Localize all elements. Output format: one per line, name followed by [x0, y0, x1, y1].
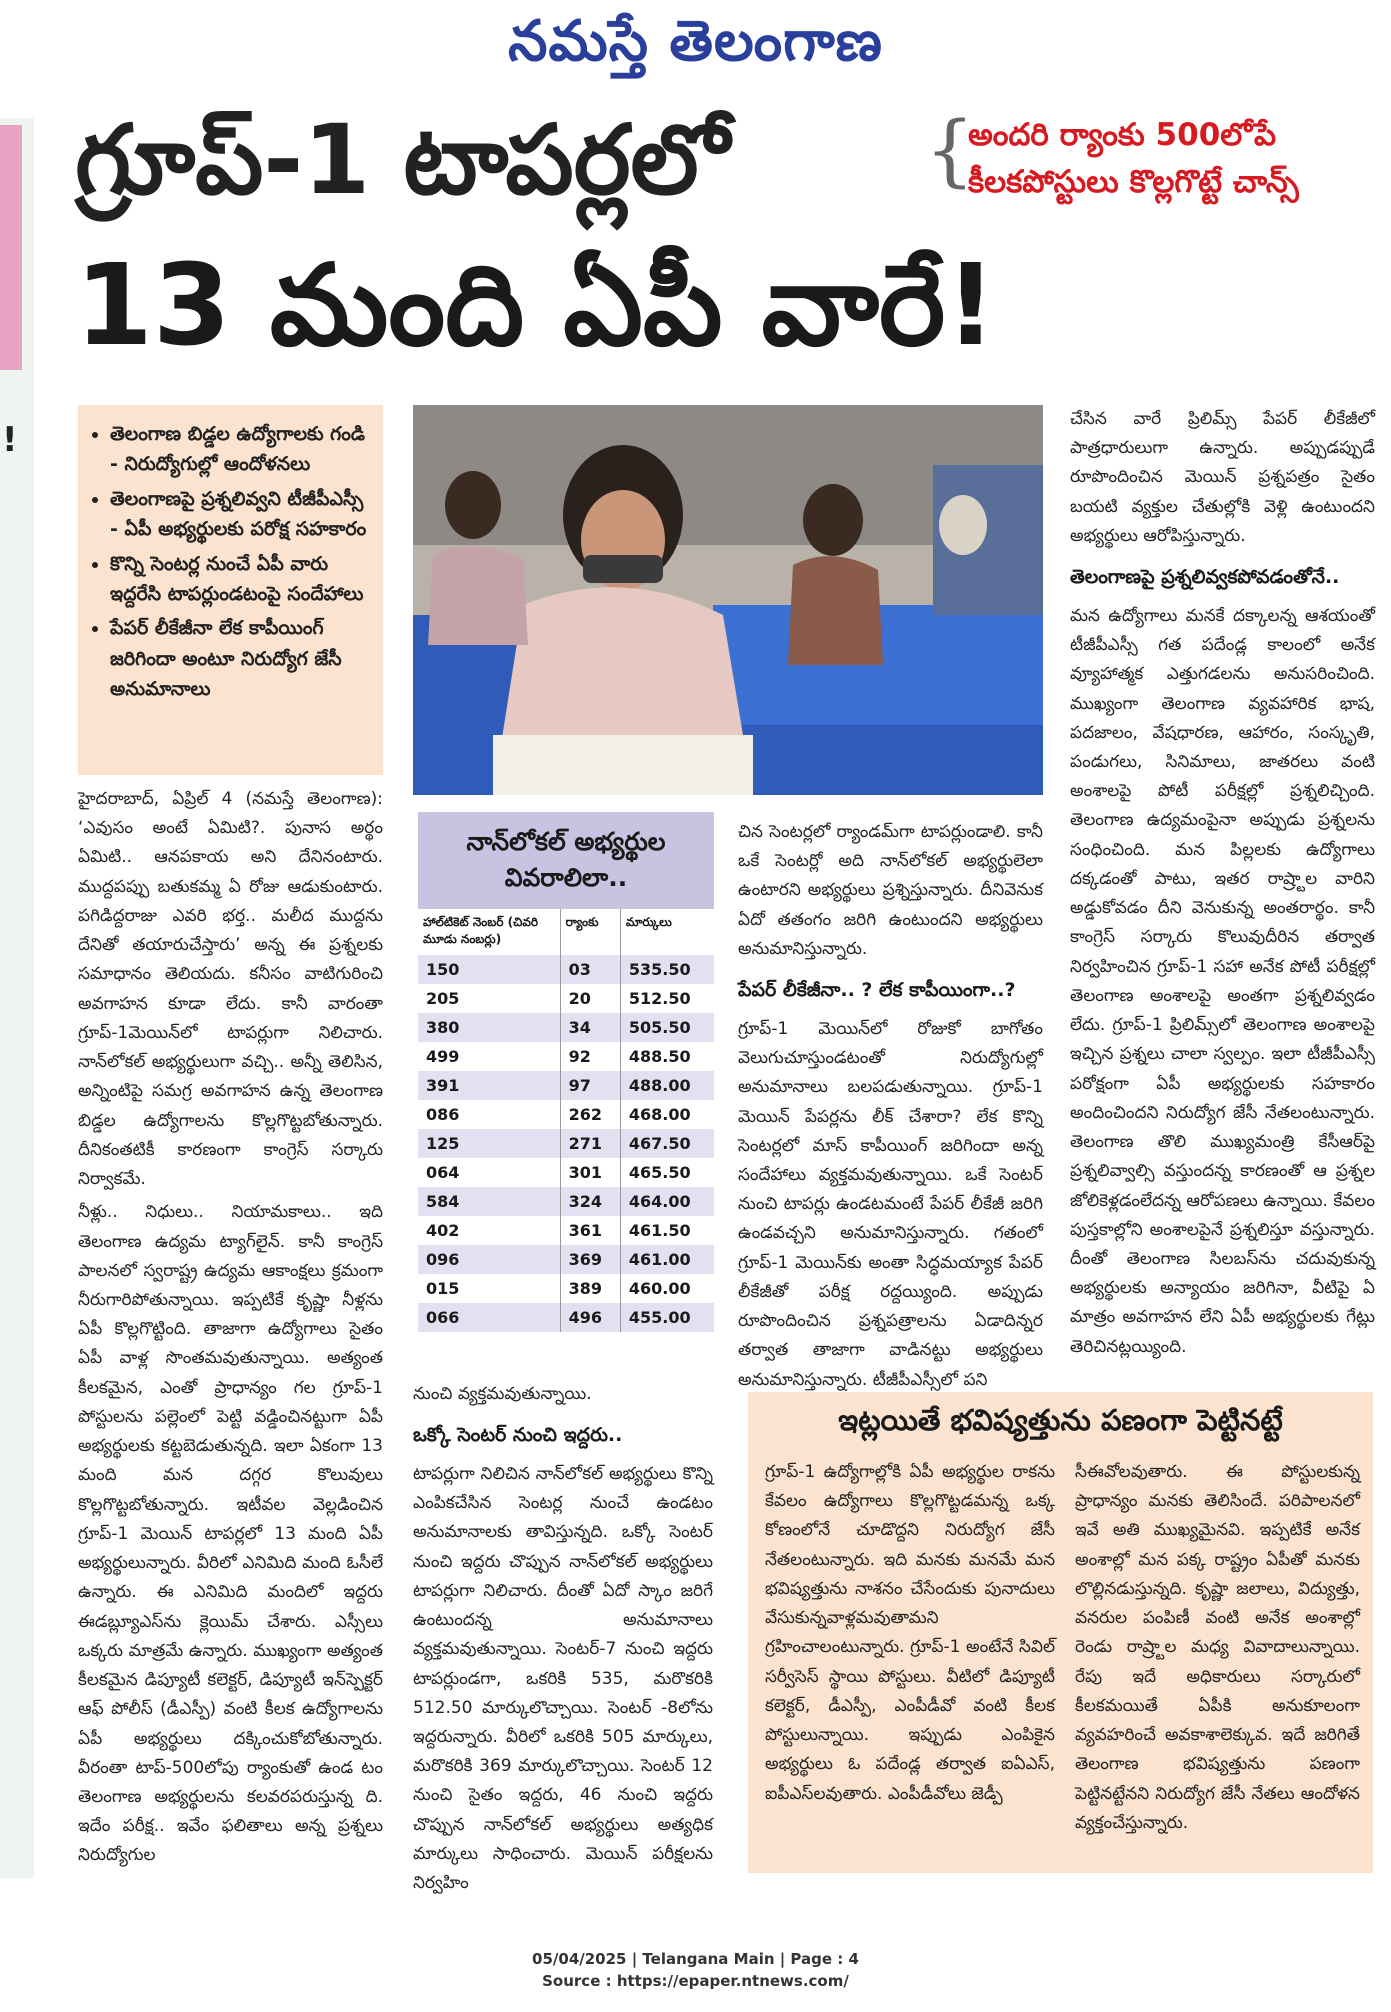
- paragraph: హైదరాబాద్‌, ఏప్రిల్‌ 4 (నమస్తే తెలంగాణ): ‘ఎవుసం అంటే ఏమిటి?. పునాస అర్థం ఏమిటి.. ఆనపకాయ అని దేనినంటారు. ముద్దపప్పు బతుకమ్మ ఏ రోజు ఆడుకుంటారు. పగిడిద్దరాజు ఎవరి భర్త.. మలీద ముద్దను దేనితో తయారుచేస్తారు’ అన్న ఈ ప్రశ్నలకు సమాధానం తెలియదు. కనీసం వాటిగురించి అవగాహన కూడా లేదు. కానీ వారంతా గ్రూప్‌-1మెయిన్‌లో టాపర్లుగా నిలిచారు. నాన్‌లోకల్‌ అభ్యర్థులుగా వచ్చి.. అన్నీ తెలిసిన, అన్నింటిపై సమగ్ర అవగాహన ఉన్న తెలంగాణ బిడ్డల ఉద్యోగాలను కొల్లగొట్టబోతున్నారు. దీనికంతటికీ కారణంగా కాంగ్రెస్‌ సర్కారు నిర్వాకమే.: [78, 789, 383, 1190]
- section-heading: ఒక్కో సెంటర్‌ నుంచి ఇద్దరు..: [413, 1424, 623, 1447]
- nonlocal-candidates-table: [418, 909, 714, 1332]
- sidebar-box-title: ఇట్లయితే భవిష్యత్తును పణంగా పెట్టినట్టే: [748, 1392, 1373, 1448]
- table-cell-rank: 389: [560, 1274, 620, 1303]
- table-cell-marks: 455.00: [620, 1303, 714, 1332]
- table-cell-marks: 465.50: [628, 1162, 691, 1182]
- headline-line-2: 13 మంది ఏపీ వారే!: [75, 241, 997, 371]
- table-cell-hallticket: 584: [418, 1187, 560, 1216]
- nonlocal-candidates-table-box: [418, 812, 714, 1370]
- exam-hall-photo-svg: [413, 405, 1043, 795]
- masthead: నమస్తే తెలంగాణ: [508, 8, 883, 74]
- highlight-item: • కొన్ని సెంటర్ల నుంచే ఏపీ వారు ఇద్దరేసి టాపర్లుండటంపై సందేహాలు: [110, 549, 371, 610]
- exam-hall-photo: [413, 405, 1043, 795]
- table-title: నాన్‌లోకల్‌ అభ్యర్థుల వివరాలిలా..: [418, 812, 714, 909]
- table-cell-marks: 505.50: [620, 1013, 714, 1042]
- headline-line-1: గ్రూప్‌-1 టాపర్లలో: [75, 104, 730, 216]
- table-cell-marks: 461.50: [628, 1220, 691, 1240]
- left-strip-exclamation: !: [2, 420, 18, 460]
- article-column-4: [1070, 405, 1375, 1366]
- adjacent-page-image-fragment: [0, 125, 22, 370]
- section-heading: తెలంగాణపై ప్రశ్నలివ్వకపోవడంతోనే..: [1070, 566, 1340, 589]
- subheadline-line-2: కీలకపోస్టులు కొల్లగొట్టే చాన్స్: [968, 163, 1299, 200]
- paragraph: గ్రూప్‌-1 ఉద్యోగాల్లోకి ఏపీ అభ్యర్థుల రాకను కేవలం ఉద్యోగాలు కొల్లగొట్టడమన్న ఒక్క కోణంలోనే చూడొద్దని నిరుద్యోగ జేసీ నేతలంటున్నారు. ఇది మనకు మనమే మన భవిష్యత్తును నాశనం చేసేందుకు పునాదులు వేసుకున్నవాళ్లమవుతామని గ్రహించాలంటున్నారు. గ్రూప్‌-1 అంటేనే సివిల్‌ సర్వీసెస్‌ స్థాయి పోస్టులు. వీటిలో డిప్యూటీ కలెక్టర్‌, డీఎస్పీ, ఎంపీడీవో వంటి కీలక పోస్టులున్నాయి. ఇప్పుడు ఎంపికైన అభ్యర్థులు ఓ పదేండ్ల తర్వాత ఐఏఎస్‌, ఐపీఎస్‌లవుతారు. ఎంపీడీవోలు జెడ్పీ: [765, 1462, 1055, 1804]
- table-cell-hallticket: 402: [418, 1216, 560, 1245]
- paragraph: గ్రూప్‌-1 మెయిన్‌లో రోజుకో బాగోతం వెలుగుచూస్తుండటంతో నిరుద్యోగుల్లో అనుమానాలు బలపడుతున్నాయి. గ్రూప్‌-1 మెయిన్‌ పేపర్లను లీక్‌ చేశారా? లేక కొన్ని సెంటర్లలో మాస్‌ కాపీయింగ్‌ జరిగిందా అన్న సందేహాలు వ్యక్తమవుతున్నాయి. ఒకే సెంటర్‌ నుంచి టాపర్లు ఉండటమంటే పేపర్‌ లీకేజీ జరిగి ఉండవచ్చని అనుమానిస్తున్నారు. గతంలో గ్రూప్‌-1 మెయిన్‌కు అంతా సిద్ధమయ్యాక పేపర్‌ లీకేజీతో పరీక్ష రద్దయ్యింది. అప్పుడు రూపొందించిన ప్రశ్నపత్రాలను ఏడాదిన్నర తర్వాత తాజాగా వాడినట్టు అభ్యర్థులు అనుమానిస్తున్నారు. టీజీపీఎస్సీలో పని: [738, 1018, 1043, 1390]
- table-row: [418, 1187, 714, 1216]
- table-cell-marks: 464.00: [620, 1187, 714, 1216]
- table-cell-marks: 461.00: [620, 1245, 714, 1274]
- sidebar-box-column-1: [765, 1458, 1055, 1813]
- footer-source: Source : https://epaper.ntnews.com/: [542, 1972, 849, 1990]
- paragraph: టాపర్లుగా నిలిచిన నాన్‌లోకల్‌ అభ్యర్థులు కొన్ని ఎంపికచేసిన సెంటర్ల నుంచే ఉండటం అనుమానాలకు తావిస్తున్నది. ఒక్కో సెంటర్‌ నుంచి ఇద్దరు చొప్పున నాన్‌లోకల్‌ అభ్యర్థులు టాపర్లుగా నిలిచారు. దీంతో ఏదో స్కాం జరిగే ఉంటుందన్న అనుమానాలు వ్యక్తమవుతున్నాయి. సెంటర్‌-7 నుంచి ఇద్దరు టాపర్లుండగా, ఒకరికి 535, మరొకరికి 512.50 మార్కులొచ్చాయి. సెంటర్‌ -8లోను ఇద్దరున్నారు. వీరిలో ఒకరికి 505 మార్కులు, మరొకరికి 369 మార్కులొచ్చాయి. సెంటర్‌ 12 నుంచి సైతం ఇద్దరు, 46 నుంచి ఇద్దరు చొప్పున నాన్‌లోకల్‌ అభ్యర్థులు అత్యధిక మార్కులు సాధించారు. మెయిన్‌ పరీక్షలను నిర్వహిం: [413, 1463, 713, 1894]
- table-cell-rank: 92: [560, 1042, 620, 1071]
- table-cell-rank: 496: [560, 1303, 620, 1332]
- table-row: [418, 955, 714, 984]
- table-row: [418, 984, 714, 1013]
- table-cell-marks: 467.50: [620, 1129, 714, 1158]
- table-cell-rank: 20: [560, 984, 620, 1013]
- table-header-marks: మార్కులు: [620, 909, 714, 955]
- paragraph: నీళ్లు.. నిధులు.. నియామకాలు.. ఇది తెలంగాణ ఉద్యమ ట్యాగ్‌లైన్‌. కానీ కాంగ్రెస్‌ పాలనలో స్వరాష్ట్ర ఉద్యమ ఆకాంక్షలు క్రమంగా నీరుగారిపోతున్నాయి. ఇప్పటికే కృష్ణా నీళ్లను ఏపీ కొల్లగొట్టింది. తాజాగా ఉద్యోగాలు సైతం ఏపీ వాళ్ల సొంతమవుతున్నాయి. అత్యంత కీలకమైన, ఎంతో ప్రాధాన్యం గల గ్రూప్‌-1 పోస్టులను పల్లెంలో పెట్టి వడ్డించినట్టుగా ఏపీ అభ్యర్థులకు కట్టబెడుతున్నది. ఇలా ఏకంగా 13 మంది మన దగ్గర కొలువులు కొల్లగొట్టబోతున్నారు. ఇటీవల వెల్లడించిన గ్రూప్‌-1 మెయిన్‌ టాపర్లలో 13 మంది ఏపీ అభ్యర్థులున్నారు. వీరిలో ఎనిమిది మంది ఓసీలే ఉన్నారు. ఈ ఎనిమిది మందిలో ఇద్దరు ఈడబ్ల్యూఎస్‌ను క్లెయిమ్‌ చేశారు. ఎస్సీలు ఒక్కరు మాత్రమే ఉన్నారు. ముఖ్యంగా అత్యంత కీలకమైన డిప్యూటీ కలెక్టర్‌, డిప్యూటీ ఇన్‌స్పెక్టర్‌ ఆఫ్‌ పోలీస్‌ (డీఎస్పీ) వంటి కీలక ఉద్యోగాలను ఏపీ అభ్యర్థులు దక్కించుకోబోతున్నారు. వీరంతా టాప్‌-500లోపు ర్యాంకుతో ఉండ టం తెలంగాణ అభ్యర్థులను కలవరపరుస్తున్న ది. ఇదేం పరీక్ష.. ఇవేం ఫలితాలు అన్న ప్రశ్నలు నిరుద్యోగుల: [78, 1202, 383, 1866]
- section-heading: పేపర్‌ లీకేజీనా.. ? లేక కాపీయింగా..?: [738, 979, 1016, 1002]
- table-cell-rank: 262: [560, 1100, 620, 1129]
- table-cell-hallticket: 096: [418, 1245, 560, 1274]
- table-cell-hallticket: 205: [418, 984, 560, 1013]
- table-cell-rank: 03: [560, 955, 620, 984]
- table-row: [418, 1042, 714, 1071]
- table-cell-rank: 361: [560, 1216, 620, 1245]
- table-cell-hallticket: 125: [418, 1129, 560, 1158]
- table-cell-marks: 460.00: [628, 1278, 691, 1298]
- article-column-2: [413, 1380, 713, 1902]
- table-row: [418, 1129, 714, 1158]
- paragraph: నుంచి వ్యక్తమవుతున్నాయి.: [413, 1384, 592, 1404]
- table-cell-marks: 468.00: [628, 1104, 691, 1124]
- table-cell-rank: 324: [560, 1187, 620, 1216]
- article-column-1: [78, 785, 383, 1875]
- footer-date-edition: 05/04/2025 | Telangana Main | Page : 4: [532, 1950, 859, 1968]
- table-row: [418, 1245, 714, 1274]
- paragraph: సీఈవోలవుతారు. ఈ పోస్టులకున్న ప్రాధాన్యం మనకు తెలిసిందే. పరిపాలనలో ఇవే అతి ముఖ్యమైనవి. ఇప్పటికే అనేక అంశాల్లో మన పక్క రాష్ట్రం ఏపీతో మనకు లొల్లినడుస్తున్నది. కృష్ణా జలాలు, విద్యుత్తు, వనరుల పంపిణీ వంటి అనేక అంశాల్లో రెండు రాష్ర్టాల మధ్య వివాదాలున్నాయి. రేపు ఇదే అధికారులు సర్కారులో కీలకమయితే ఏపీకి అనుకూలంగా వ్యవహరించే అవకాశాలెక్కువ. ఇదే జరిగితే తెలంగాణ భవిష్యత్తును పణంగా పెట్టినట్టేనని నిరుద్యోగ జేసీ నేతలు ఆందోళన వ్యక్తంచేస్తున్నారు.: [1075, 1462, 1360, 1833]
- highlight-item: • తెలంగాణ బిడ్డల ఉద్యోగాలకు గండి - నిరుద్యోగుల్లో ఆందోళనలు: [110, 419, 371, 480]
- article-column-3: [738, 818, 1043, 1399]
- brace-icon: {: [925, 106, 975, 196]
- table-row: [418, 1216, 714, 1245]
- table-row: [418, 1013, 714, 1042]
- table-cell-hallticket: 391: [418, 1071, 560, 1100]
- table-cell-hallticket: 380: [418, 1013, 560, 1042]
- table-row: [418, 1100, 714, 1129]
- table-cell-hallticket: 086: [418, 1100, 560, 1129]
- highlight-item: • పేపర్‌ లీకేజీనా లేక కాపీయింగ్‌ జరిగిందా అంటూ నిరుద్యోగ జేసీ అనుమానాలు: [110, 613, 371, 704]
- left-edge-strip: [0, 118, 34, 1878]
- highlights-box: [78, 405, 383, 775]
- sidebar-box-column-2: [1075, 1458, 1360, 1842]
- table-row: [418, 1158, 714, 1187]
- subheadline-line-1: అందరి ర్యాంకు 500లోపే: [968, 117, 1277, 153]
- table-cell-marks: 512.50: [628, 988, 691, 1008]
- table-cell-rank: 97: [560, 1071, 620, 1100]
- table-cell-rank: 271: [560, 1129, 620, 1158]
- table-cell-marks: 488.50: [628, 1046, 691, 1066]
- table-cell-hallticket: 064: [418, 1158, 560, 1187]
- table-cell-marks: 488.00: [620, 1071, 714, 1100]
- table-row: [418, 1071, 714, 1100]
- table-cell-hallticket: 499: [418, 1042, 560, 1071]
- subheadline: [968, 112, 1368, 205]
- table-row: [418, 1274, 714, 1303]
- table-cell-rank: 369: [560, 1245, 620, 1274]
- table-row: [418, 1303, 714, 1332]
- table-header-hallticket: హాల్‌టికెట్‌ నెంబర్‌ (చివరి మూడు నంబర్లు): [418, 909, 560, 955]
- table-cell-hallticket: 150: [418, 955, 560, 984]
- table-cell-rank: 34: [560, 1013, 620, 1042]
- table-cell-hallticket: 066: [418, 1303, 560, 1332]
- highlight-item: • తెలంగాణపై ప్రశ్నలివ్వని టీజీపీఎస్సీ - ఏపీ అభ్యర్థులకు పరోక్ష సహకారం: [110, 484, 371, 545]
- table-cell-hallticket: 015: [418, 1274, 560, 1303]
- paragraph: చేసిన వారే ప్రిలిమ్స్‌ పేపర్‌ లీకేజీలో పాత్రధారులుగా ఉన్నారు. అప్పుడప్పుడే రూపొందించిన మెయిన్‌ ప్రశ్నపత్రం సైతం బయటి వ్యక్తుల చేతుల్లోకి వెళ్లి ఉంటుందని అభ్యర్థులు ఆరోపిస్తున్నారు.: [1070, 409, 1375, 546]
- paragraph: మన ఉద్యోగాలు మనకే దక్కాలన్న ఆశయంతో టీజీపీఎస్సీ గత పదేండ్ల కాలంలో అనేక వ్యూహాత్మక ఎత్తుగడలను అనుసరించింది. ముఖ్యంగా తెలంగాణ వ్యవహారిక భాష, పదజాలం, వేషధారణ, ఆహారం, సంస్కృతి, పండుగలు, సినిమాలు, జాతరలు వంటి అంశాలపై పోటీ పరీక్షల్లో ప్రశ్నలిచ్చింది. తెలంగాణ ఉద్యమంపైనా అప్పుడు ప్రశ్నలను సంధించింది. మన పిల్లలకు ఉద్యోగాలు దక్కడంతో పాటు, ఇతర రాష్ర్టాల వారిని అడ్డుకోవడం దీని వెనుకున్న అంతరార్థం. కానీ కాంగ్రెస్‌ సర్కారు కొలువుదీరిన తర్వాత నిర్వహించిన గ్రూప్‌-1 సహా అనేక పోటీ పరీక్షల్లో తెలంగాణ అంశాలపై అంతగా ప్రశ్నలివ్వడం లేదు. గ్రూప్‌-1 ప్రిలిమ్స్‌లో తెలంగాణ అంశాలపై ఇచ్చిన ప్రశ్నలు చాలా స్వల్పం. ఇలా టీజీపీఎస్సీ పరోక్షంగా ఏపీ అభ్యర్థులకు సహకారం అందించిందని నిరుద్యోగ జేసీ నేతలంటున్నారు. తెలంగాణ తొలి ముఖ్యమంత్రి కేసీఆర్‌పై ప్రశ్నలివ్వాల్సి వస్తుందన్న కారణంతో ఆ ప్రశ్నల జోలికెళ్లడంలేదన్న ఆరోపణలు ఉన్నాయి. కేవలం పుస్తకాల్లోని అంశాలపైనే ప్రశ్నలిస్తూ వస్తున్నారు. దీంతో తెలంగాణ సిలబస్‌ను చదువుకున్న అభ్యర్థులకు అన్యాయం జరిగినా, వీటిపై ఏ మాత్రం అవగాహన లేని ఏపీ అభ్యర్థులకు గేట్లు తెరిచినట్లయ్యింది.: [1070, 605, 1375, 1357]
- table-header-rank: ర్యాంకు: [560, 909, 620, 955]
- paragraph: చిన సెంటర్లలో ర్యాండమ్‌గా టాపర్లుండాలి. కానీ ఒకే సెంటర్లో అది నాన్‌లోకల్‌ అభ్యర్థులెలా ఉంటారని అభ్యర్థులు ప్రశ్నిస్తున్నారు. దీనివెనుక ఏదో తతంగం జరిగి ఉంటుందని అభ్యర్థులు అనుమానిస్తున్నారు.: [738, 822, 1043, 959]
- table-cell-marks: 535.50: [620, 955, 714, 984]
- table-cell-rank: 301: [560, 1158, 620, 1187]
